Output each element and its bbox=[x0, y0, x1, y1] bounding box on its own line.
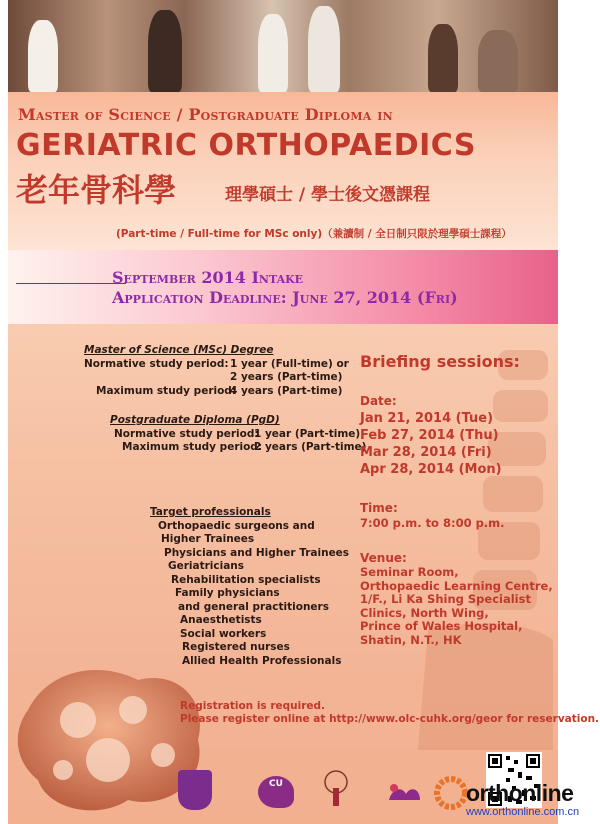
venue-line: Seminar Room, bbox=[360, 565, 459, 579]
cu-medicine-text: CU bbox=[269, 779, 283, 789]
msc-normative-value-2: 2 years (Part-time) bbox=[230, 371, 343, 383]
pgd-maximum-value: 2 years (Part-time) bbox=[254, 441, 367, 453]
msc-section bbox=[84, 344, 349, 398]
briefing-date: Mar 28, 2014 (Fri) bbox=[360, 445, 492, 460]
doctor-figure bbox=[28, 20, 58, 92]
date-label: Date: bbox=[360, 394, 397, 408]
orthonline-url[interactable]: www.orthonline.com.cn bbox=[466, 806, 580, 818]
cuhk-crest-logo bbox=[178, 770, 212, 810]
msc-maximum-value: 4 years (Part-time) bbox=[230, 384, 343, 397]
target-heading: Target professionals bbox=[150, 506, 271, 518]
msc-maximum-label: Maximum study period: bbox=[96, 384, 237, 397]
venue-line: Prince of Wales Hospital, bbox=[360, 619, 523, 633]
doctor-figure bbox=[258, 14, 288, 92]
intake-band bbox=[8, 250, 558, 324]
target-item: Physicians and Higher Trainees bbox=[164, 546, 350, 559]
pgd-section bbox=[110, 414, 367, 455]
venue-line: Orthopaedic Learning Centre, bbox=[360, 578, 553, 593]
venue-label: Venue: bbox=[360, 551, 407, 565]
target-item: Social workers bbox=[180, 627, 267, 640]
target-item: and general practitioners bbox=[178, 600, 329, 613]
target-item: Rehabilitation specialists bbox=[171, 573, 321, 586]
time-label: Time: bbox=[360, 501, 398, 515]
tree-logo bbox=[320, 770, 352, 808]
doctor-figure bbox=[148, 10, 182, 92]
programme-subtitle-zh: 理學碩士 / 學士後文憑課程 bbox=[225, 185, 431, 205]
clinical-photo-banner bbox=[8, 0, 558, 92]
briefing-dates bbox=[360, 410, 502, 478]
msc-normative-row bbox=[84, 357, 349, 372]
target-item: Geriatricians bbox=[168, 560, 245, 572]
target-item: Allied Health Professionals bbox=[182, 654, 342, 667]
spine-watermark bbox=[388, 330, 558, 760]
pgd-normative-value: 1 year (Part-time) bbox=[254, 427, 361, 440]
target-item: Anaesthetists bbox=[180, 614, 262, 626]
msc-maximum-row bbox=[84, 384, 343, 399]
programme-subtitle: Master of Science / Postgraduate Diploma in bbox=[18, 105, 393, 124]
sun-ring-logo bbox=[432, 774, 470, 812]
target-item: Higher Trainees bbox=[161, 533, 255, 545]
briefing-date: Apr 28, 2014 (Mon) bbox=[360, 462, 502, 477]
target-item: Family physicians bbox=[175, 587, 280, 599]
msc-normative-row-2 bbox=[84, 371, 343, 385]
orthonline-watermark: orthonline bbox=[466, 780, 574, 806]
registration-url-line[interactable]: Please register online at http://www.olc-cuhk.org/geor for reservation. bbox=[180, 713, 600, 725]
pgd-heading: Postgraduate Diploma (PgD) bbox=[110, 414, 280, 426]
briefing-date: Jan 21, 2014 (Tue) bbox=[360, 411, 494, 426]
intake-divider bbox=[16, 283, 126, 284]
pgd-normative-label: Normative study period: bbox=[114, 427, 259, 440]
msc-heading: Master of Science (MSc) Degree bbox=[84, 344, 274, 356]
intake-text: September 2014 Intake bbox=[112, 268, 304, 287]
pgd-normative-row bbox=[110, 427, 361, 442]
venue-address bbox=[360, 566, 553, 647]
cu-medicine-logo bbox=[258, 776, 294, 808]
target-item: Registered nurses bbox=[182, 641, 290, 653]
pgd-maximum-row bbox=[110, 441, 367, 455]
patient-figure bbox=[478, 30, 518, 92]
patient-figure bbox=[428, 24, 458, 92]
hands-logo bbox=[384, 780, 424, 810]
briefing-heading: Briefing sessions: bbox=[360, 352, 520, 371]
msc-normative-label: Normative study period: bbox=[84, 357, 229, 370]
application-deadline: Application Deadline: June 27, 2014 (Fri) bbox=[112, 288, 458, 307]
time-value: 7:00 p.m. to 8:00 p.m. bbox=[360, 516, 505, 530]
study-mode-note: (Part-time / Full-time for MSc only)（兼讀制 / 全日制只限於理學碩士課程） bbox=[116, 228, 512, 240]
target-professionals bbox=[150, 506, 349, 668]
briefing-date: Feb 27, 2014 (Thu) bbox=[360, 428, 499, 443]
programme-title-en: GERIATRIC ORTHOPAEDICS bbox=[16, 128, 476, 163]
venue-line: Clinics, North Wing, bbox=[360, 605, 489, 620]
registration-note bbox=[180, 700, 599, 726]
pgd-maximum-label: Maximum study period: bbox=[122, 441, 263, 453]
registration-required: Registration is required. bbox=[180, 700, 326, 712]
doctor-figure bbox=[308, 6, 340, 92]
venue-line: Shatin, N.T., HK bbox=[360, 632, 462, 647]
msc-normative-value: 1 year (Full-time) or bbox=[230, 357, 349, 370]
programme-title-zh: 老年骨科學 bbox=[16, 171, 177, 209]
venue-line: 1/F., Li Ka Shing Specialist bbox=[360, 592, 531, 606]
target-item: Orthopaedic surgeons and bbox=[158, 519, 315, 532]
